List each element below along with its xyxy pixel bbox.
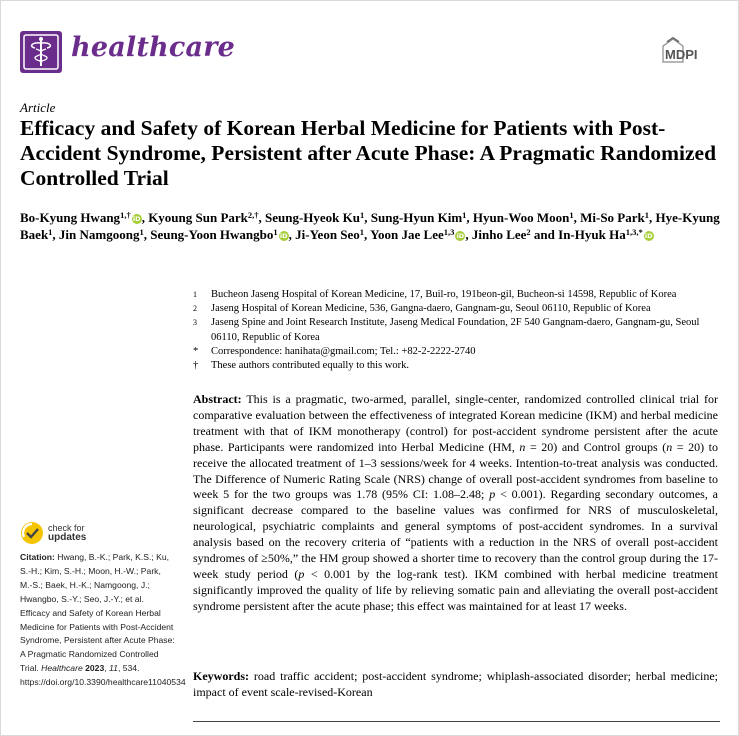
author-separator: , (52, 227, 59, 242)
affiliation-row (193, 345, 723, 359)
author-name[interactable]: Kyoung Sun Park (148, 210, 248, 225)
author-separator: , (649, 210, 656, 225)
author-name[interactable]: Hye-Kyung Baek (20, 210, 720, 242)
check-for-updates-icon (20, 521, 44, 545)
affiliation-mark: 3 (193, 318, 197, 328)
abstract-p-value-2: p (298, 566, 305, 581)
affiliation-row (193, 316, 723, 344)
author-name[interactable]: Seung-Hyeok Ku (265, 210, 361, 225)
author-separator: and (530, 227, 559, 242)
orcid-icon[interactable]: iD (132, 215, 141, 223)
abstract-n-1: n (519, 439, 526, 454)
article-title: Efficacy and Safety of Korean Herbal Medicine for Patients with Post-Accident Syndrome, Persistent after Acute Phase: A Pragmatic Randomized Controlled Trial (20, 116, 717, 190)
citation-block: Citation: Hwang, B.-K.; Park, K.S.; Ku, S.-H.; Kim, S.-H.; Moon, H.-W.; Park, M.-S.; Baek, H.-K.; Namgoong, J.; Hwangbo, S.-Y.; Seo, J.-Y.; et al. Efficacy and Safety of Korean Herbal Medicine for Patients with Post-Accident Syndrome, Persistent after Acute Phase: A Pragmatic Randomized Controlled Trial. Healthcare 2023, 11, 534. https://doi.org/10.3390/healthcare11040534 (20, 552, 186, 688)
citation-volume: 11 (109, 663, 118, 674)
footer-rule (193, 721, 720, 722)
citation-rest: , 534. https://doi.org/10.3390/healthcare11040534 (20, 663, 186, 688)
orcid-icon[interactable]: iD (644, 232, 653, 240)
author-affiliation-sup: 1 (644, 210, 649, 220)
affiliation-text[interactable]: Correspondence: hanihata@gmail.com; Tel.: +82-2-2222-2740 (211, 345, 476, 357)
affiliations (193, 288, 723, 373)
author-separator: , (141, 210, 149, 225)
author-affiliation-sup: 1,† (120, 210, 131, 220)
abstract-text-1: This is a pragmatic, two-armed, parallel, single-center, randomized controlled clinical trial for comparative evaluation between the effectiveness of integrated Korean medicine (IKM) and herbal medicine treatment with that of IKM monotherapy (control) for post-accident syndrome persistent after the acute phase. Participants were randomized into Herbal Medicine (HM, (193, 392, 718, 454)
keywords (193, 669, 718, 701)
author-name[interactable]: In-Hyuk Ha (558, 227, 626, 242)
author-separator: , (573, 210, 581, 225)
author-affiliation-sup: 1 (360, 210, 365, 220)
affiliation-row (193, 288, 723, 302)
keywords-text: road traffic accident; post-accident syndrome; whiplash-associated disorder; herbal medicine; impact of event scale-revised-Korean (193, 669, 718, 699)
article-type: Article (20, 100, 56, 115)
citation-journal: Healthcare (41, 663, 83, 674)
author-affiliation-sup: 1,3,* (625, 227, 643, 237)
check-for-updates-button[interactable] (20, 520, 140, 546)
affiliation-row (193, 302, 723, 316)
author-affiliation-sup: 1 (273, 227, 278, 237)
abstract (193, 392, 718, 615)
citation-text: Hwang, B.-K.; Park, K.S.; Ku, S.-H.; Kim, S.-H.; Moon, H.-W.; Park, M.-S.; Baek, H.-K.; Namgoong, J.; Hwangbo, S.-Y.; Seo, J.-Y.; et al. Efficacy and Safety of Korean Herbal Medicine for Patients with Post-Accident Syndrome, Persistent after Acute Phase: A Pragmatic Randomized Controlled Trial. (20, 552, 175, 674)
author-separator: , (258, 210, 266, 225)
abstract-text-5: < 0.001 by the log-rank test). IKM combined with herbal medicine treatment significantly improved the quality of life by relieving somatic pain and alleviating the overall post-accident syndrome persistent after the acute phase; this effect was maintained for at least 17 weeks. (193, 566, 719, 613)
affiliation-text: These authors contributed equally to this work. (211, 360, 409, 372)
mdpi-publisher-logo-icon[interactable] (659, 36, 717, 66)
keywords-label: Keywords: (193, 669, 249, 683)
author-affiliation-sup: 2 (526, 227, 531, 237)
abstract-text-2: = 20) and Control groups ( (525, 439, 667, 454)
author-affiliation-sup: 1 (359, 227, 365, 237)
author-separator: , (364, 227, 371, 242)
orcid-icon[interactable]: iD (456, 232, 465, 240)
author-affiliation-sup: 1 (139, 227, 144, 237)
check-for-updates-line1: check for (48, 523, 85, 533)
citation-year: 2023 (85, 663, 105, 674)
affiliation-row (193, 359, 723, 373)
author-separator: , (143, 227, 151, 242)
author-list (20, 209, 725, 243)
healthcare-caduceus-logo-icon (19, 30, 63, 74)
author-name[interactable]: Sung-Hyun Kim (370, 210, 463, 225)
author-separator: , (465, 227, 472, 242)
author-affiliation-sup: 1 (462, 210, 467, 220)
mdpi-logo-text: MDPI (665, 47, 698, 62)
affiliation-text: Jaseng Spine and Joint Research Institute, Jaseng Medical Foundation, 2F 540 Gangnam-daero, Gangnam-gu, Seoul 06110, Republic of Korea (211, 317, 700, 343)
affiliation-text: Bucheon Jaseng Hospital of Korean Medicine, 17, Buil-ro, 191beon-gil, Bucheon-si 14598, Republic of Korea (211, 289, 677, 300)
affiliation-mark: 1 (193, 290, 197, 299)
author-separator: , (288, 227, 296, 242)
journal-name: healthcare (71, 32, 235, 63)
author-separator: , (364, 210, 371, 225)
author-name[interactable]: Ji-Yeon Seo (295, 227, 360, 242)
author-name[interactable]: Hyun-Woo Moon (472, 210, 570, 225)
author-affiliation-sup: 1 (48, 227, 53, 237)
author-name[interactable]: Jin Namgoong (58, 227, 140, 242)
author-separator: , (466, 210, 473, 225)
author-name[interactable]: Seung-Yoon Hwangbo (150, 227, 274, 242)
author-name[interactable]: Yoon Jae Lee (370, 227, 444, 242)
abstract-label: Abstract: (193, 392, 242, 406)
author-affiliation-sup: 2,† (247, 210, 259, 220)
author-name[interactable]: Jinho Lee (471, 227, 527, 242)
author-affiliation-sup: 1 (569, 210, 574, 220)
affiliation-mark: * (193, 345, 199, 357)
abstract-p-value-1: p (489, 487, 496, 502)
affiliation-mark: † (193, 360, 199, 372)
citation-label: Citation: (20, 552, 55, 562)
author-name[interactable]: Bo-Kyung Hwang (20, 210, 121, 225)
author-affiliation-sup: 1,3 (443, 227, 455, 237)
check-for-updates-line2: updates (48, 532, 87, 543)
orcid-icon[interactable]: iD (279, 232, 288, 240)
author-name[interactable]: Mi-So Park (580, 210, 645, 225)
abstract-n-2: n (666, 439, 673, 454)
abstract-text-3: = 20) to receive the allocated treatment of 1–3 sessions/week for 4 weeks. Intention-to-treat analysis was conducted. The Difference of Numeric Rating Scale (NRS) change of overall post-accident syndromes from baseline to week 5 for the two groups was 1.78 (95% CI: 1.08–2.48; (193, 439, 718, 502)
affiliation-mark: 2 (193, 304, 197, 314)
affiliation-text: Jaseng Hospital of Korean Medicine, 536, Gangna-daero, Gangnam-gu, Seoul 06110, Republic of Korea (211, 303, 651, 315)
abstract-text-4: < 0.001). Regarding secondary outcomes, a significant decrease compared to the baseline values was confirmed for NRS of musculoskeletal, neurological, psychiatric complaints and general symptoms of post-accident syndromes. In a survival analysis based on the recovery criteria of “patients with a reduction in the NRS of overall post-accident syndromes of ≥50%,” the HM group showed a shorter time to recovery than the control group during the 17-week study period ( (193, 487, 718, 581)
